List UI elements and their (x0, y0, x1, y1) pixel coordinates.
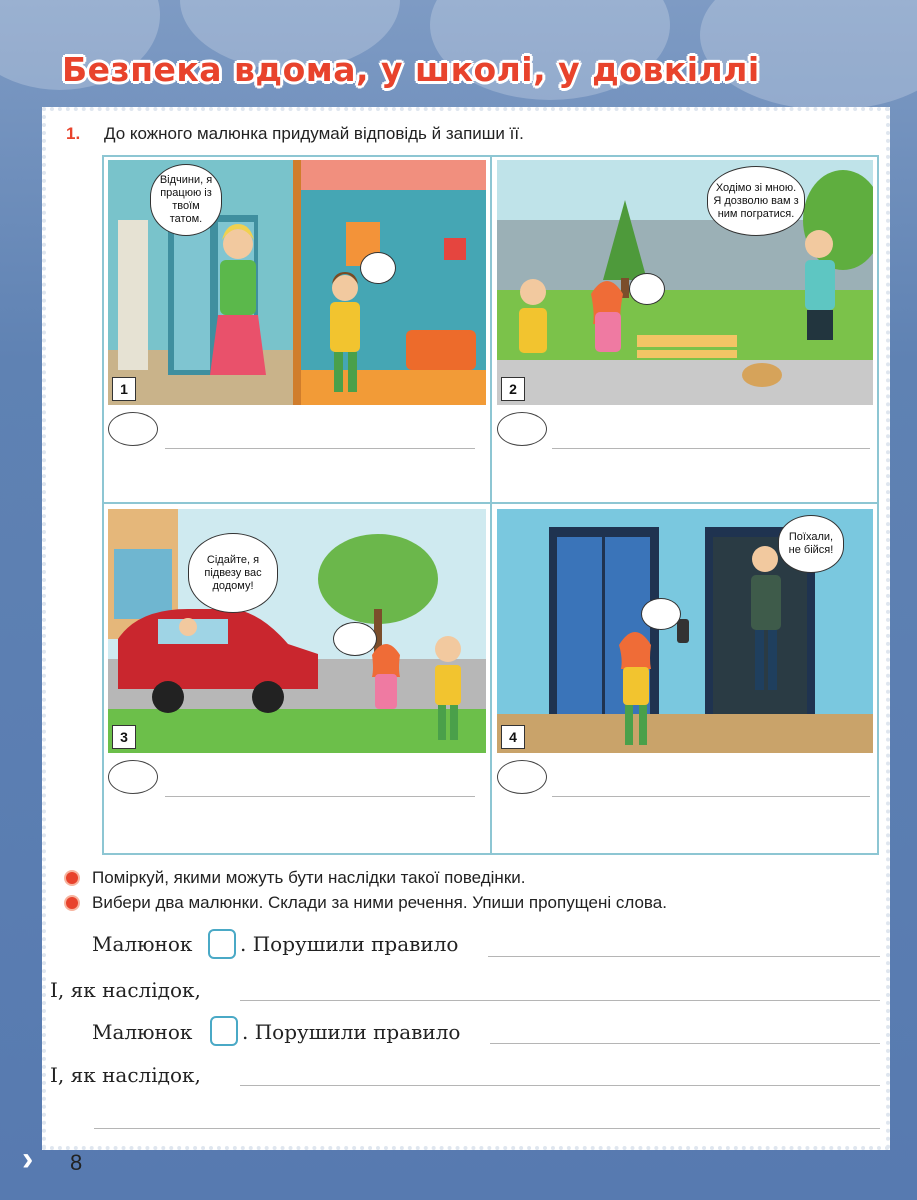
grid-divider (490, 157, 492, 853)
write-line[interactable] (240, 1085, 880, 1086)
grid-divider (104, 502, 877, 504)
park-illustration (497, 160, 873, 405)
write-line[interactable] (94, 1128, 880, 1129)
picture-number: 3 (112, 725, 136, 749)
answer-line[interactable] (165, 796, 475, 797)
bullet-icon (66, 897, 78, 909)
speech-bubble: Відчини, я працюю із твоїм татом. (150, 164, 222, 236)
page-title: Безпека вдома, у школі, у довкіллі (62, 50, 760, 89)
write-line[interactable] (240, 1000, 880, 1001)
empty-speech-bubble (333, 622, 377, 656)
picture-number: 2 (501, 377, 525, 401)
rule-label: . Порушили правило (240, 932, 459, 956)
rule-label: . Порушили правило (242, 1020, 461, 1044)
answer-bubble[interactable] (497, 412, 547, 446)
speech-bubble: Сідайте, я підвезу вас додому! (188, 533, 278, 613)
instruction-text: Поміркуй, якими можуть бути наслідки такої поведінки. (92, 868, 526, 887)
picture-number: 1 (112, 377, 136, 401)
consequence-label: І, як наслідок, (50, 978, 201, 1002)
task-number: 1. (66, 124, 81, 143)
picture-panel-3 (108, 509, 486, 753)
answer-bubble[interactable] (108, 760, 158, 794)
page-arrow-icon: › (22, 1140, 34, 1178)
task-instruction: До кожного малюнка придумай відповідь й запиши її. (104, 124, 524, 143)
speech-bubble: Ходімо зі мною. Я дозволю вам з ним погратися. (707, 166, 805, 236)
write-line[interactable] (488, 956, 880, 957)
consequence-label: І, як наслідок, (50, 1063, 201, 1087)
picture-label: Малюнок (92, 1020, 193, 1044)
picture-number: 4 (501, 725, 525, 749)
answer-line[interactable] (552, 448, 870, 449)
empty-speech-bubble (360, 252, 396, 284)
speech-bubble: Поїхали, не бійся! (778, 515, 844, 573)
page-number: 8 (70, 1150, 83, 1175)
street-car-illustration (108, 509, 486, 753)
picture-label: Малюнок (92, 932, 193, 956)
picture-number-box[interactable] (210, 1016, 238, 1046)
answer-bubble[interactable] (497, 760, 547, 794)
picture-number-box[interactable] (208, 929, 236, 959)
empty-speech-bubble (641, 598, 681, 630)
picture-panel-2 (497, 160, 873, 405)
bullet-icon (66, 872, 78, 884)
empty-speech-bubble (629, 273, 665, 305)
instruction-text: Вибери два малюнки. Склади за ними речення. Упиши пропущені слова. (92, 893, 667, 912)
answer-line[interactable] (552, 796, 870, 797)
write-line[interactable] (490, 1043, 880, 1044)
answer-line[interactable] (165, 448, 475, 449)
answer-bubble[interactable] (108, 412, 158, 446)
